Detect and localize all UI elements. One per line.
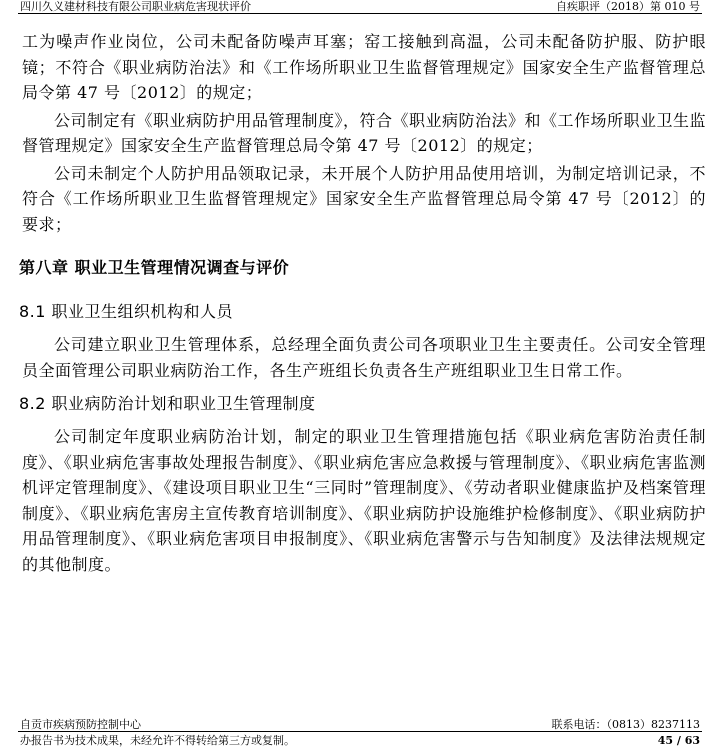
footer-organization: 自贡市疾病预防控制中心 <box>20 718 141 731</box>
paragraph-ppe-management-system: 公司制定有《职业病防护用品管理制度》，符合《职业病防治法》和《工作场所职业卫生监督管理规定》国家安全生产监督管理总局令第 47 号〔2012〕的规定； <box>22 110 707 155</box>
paragraph-management-rules: 公司制定年度职业病防治计划，制定的职业卫生管理措施包括《职业病危害防治责任制度》、《职业病危害事故处理报告制度》、《职业病危害应急救援与管理制度》、《职业病危害监测机评定管理制度》、《建设项目职业卫生“三同时”管理制度》、《劳动者职业健康监护及档案管理制度》、《职业病危害房主宣传教育培训制度》、《职业病防护设施维护检修制度》、《职业病防护用品管理制度》、《职业病危害项目申报制度》、《职业病危害警示与告知制度》及法律法规规定的其他制度。 <box>22 427 706 574</box>
section-heading-8-2: 8.2 职业病防治计划和职业卫生管理制度 <box>19 394 316 413</box>
paragraph-ppe-training: 公司未制定个人防护用品领取记录，未开展个人防护用品使用培训，为制定培训记录，不符合《工作场所职业卫生监督管理规定》国家安全生产监督管理总局令第 47 号〔2012〕的要求； <box>22 163 706 234</box>
page-header <box>18 0 702 14</box>
paragraph-organization: 公司建立职业卫生管理体系，总经理全面负责公司各项职业卫生主要责任。公司安全管理员全面管理公司职业病防治工作，各生产班组长负责各生产班组职业卫生日常工作。 <box>22 335 706 380</box>
paragraph-ppe-noise-heat: 工为噪声作业岗位，公司未配备防噪声耳塞；窑工接触到高温，公司未配备防护服、防护眼镜；不符合《职业病防治法》和《工作场所职业卫生监督管理规定》国家安全生产监督管理总局令第 47 号〔2012〕的规定； <box>22 32 706 102</box>
document-body <box>19 29 707 577</box>
footer-page-number: 45 / 63 <box>657 734 700 747</box>
chapter-heading-8: 第八章 职业卫生管理情况调查与评价 <box>19 258 290 277</box>
footer-divider <box>18 731 702 732</box>
page-footer <box>18 720 702 749</box>
header-report-title: 四川久义建材科技有限公司职业病危害现状评价 <box>20 0 251 13</box>
footer-copyright-notice: 办报告书为技术成果，未经允许不得转给第三方或复制。 <box>20 734 295 747</box>
section-heading-8-1: 8.1 职业卫生组织机构和人员 <box>19 302 234 321</box>
header-report-number: 自疾职评（2018）第 010 号 <box>556 0 700 13</box>
footer-contact-phone: 联系电话：（0813）8237113 <box>551 718 700 731</box>
